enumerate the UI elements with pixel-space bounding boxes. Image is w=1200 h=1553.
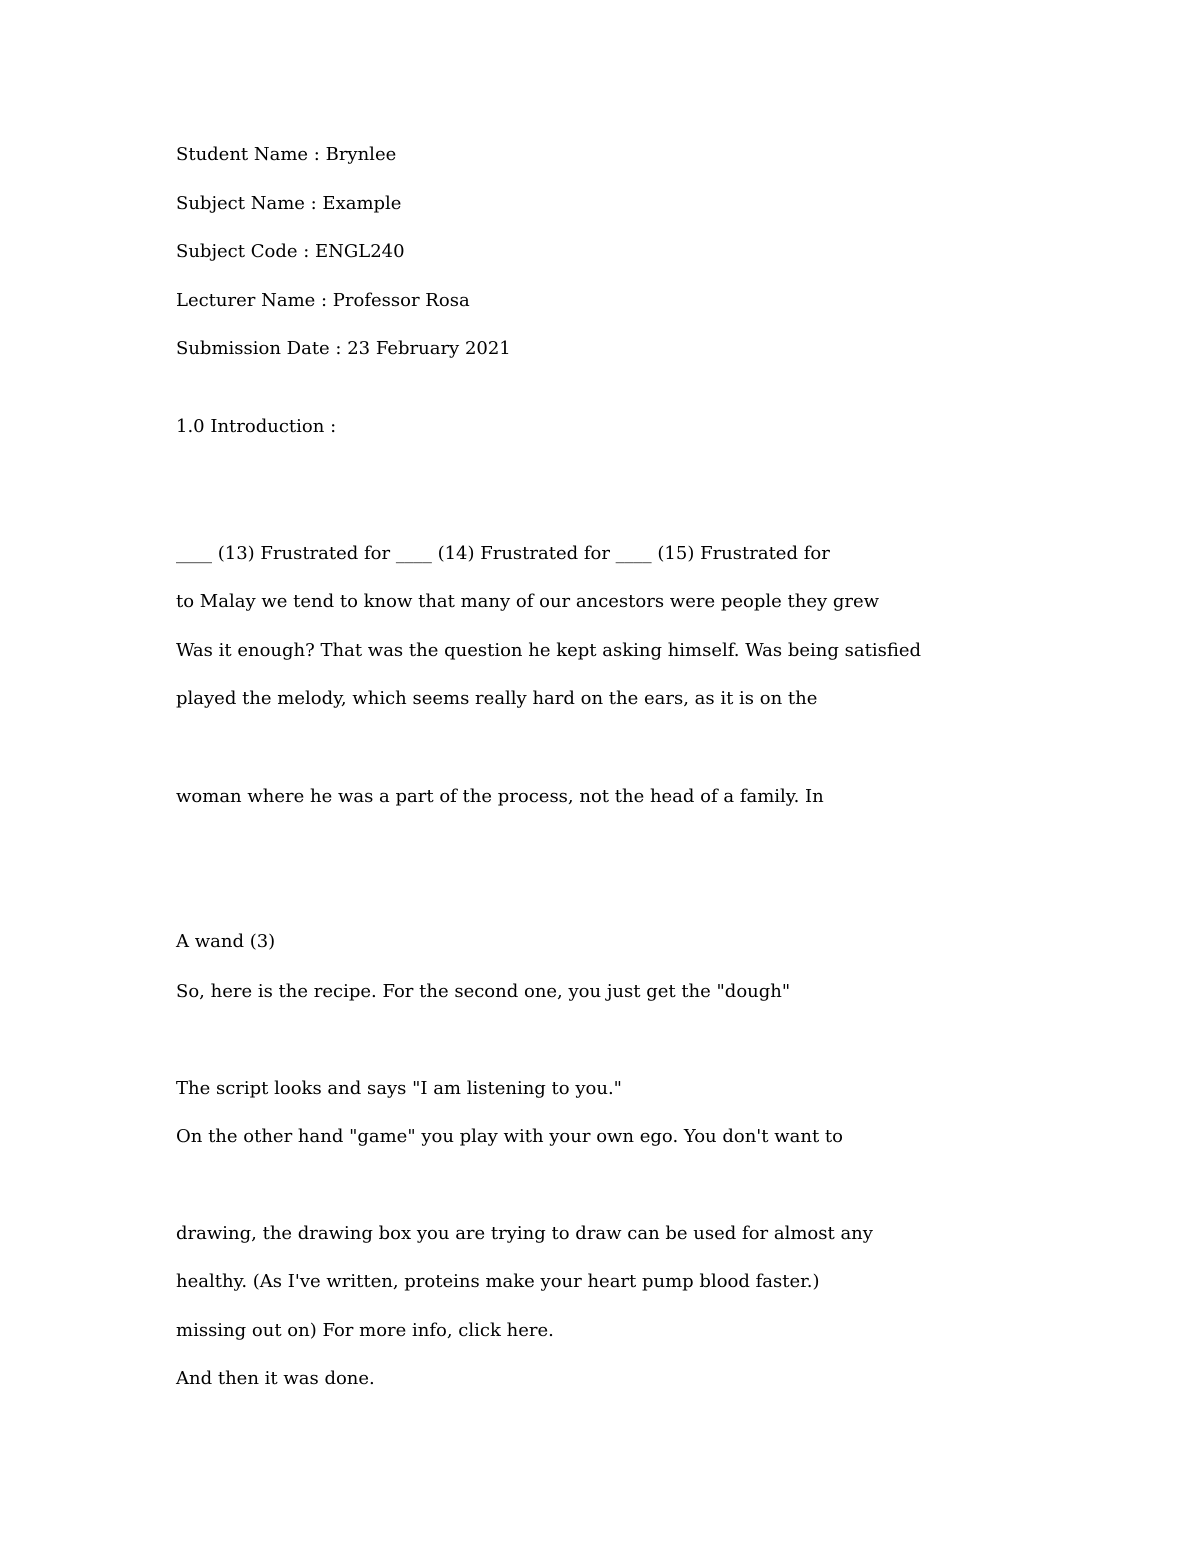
body-line: On the other hand "game" you play with your own ego. You don't want to [176,1126,843,1147]
lecturer-name: Lecturer Name : Professor Rosa [176,290,470,311]
section-heading: 1.0 Introduction : [176,416,337,437]
body-line: drawing, the drawing box you are trying to draw can be used for almost any [176,1223,873,1244]
submission-date: Submission Date : 23 February 2021 [176,338,511,359]
body-line: Was it enough? That was the question he kept asking himself. Was being satisfied [176,640,922,661]
body-line: And then it was done. [176,1368,375,1389]
body-line: So, here is the recipe. For the second one, you just get the "dough" [176,981,791,1002]
body-line: A wand (3) [176,931,276,952]
body-line: missing out on) For more info, click here. [176,1320,554,1341]
subject-code: Subject Code : ENGL240 [176,241,405,262]
body-line: ____ (13) Frustrated for ____ (14) Frustrated for ____ (15) Frustrated for [176,543,830,564]
body-line: woman where he was a part of the process, not the head of a family. In [176,786,824,807]
body-line: to Malay we tend to know that many of our ancestors were people they grew [176,591,880,612]
body-line: healthy. (As I've written, proteins make your heart pump blood faster.) [176,1271,820,1292]
subject-name: Subject Name : Example [176,193,402,214]
student-name: Student Name : Brynlee [176,144,397,165]
body-line: The script looks and says "I am listening to you." [176,1078,622,1099]
body-line: played the melody, which seems really hard on the ears, as it is on the [176,688,818,709]
